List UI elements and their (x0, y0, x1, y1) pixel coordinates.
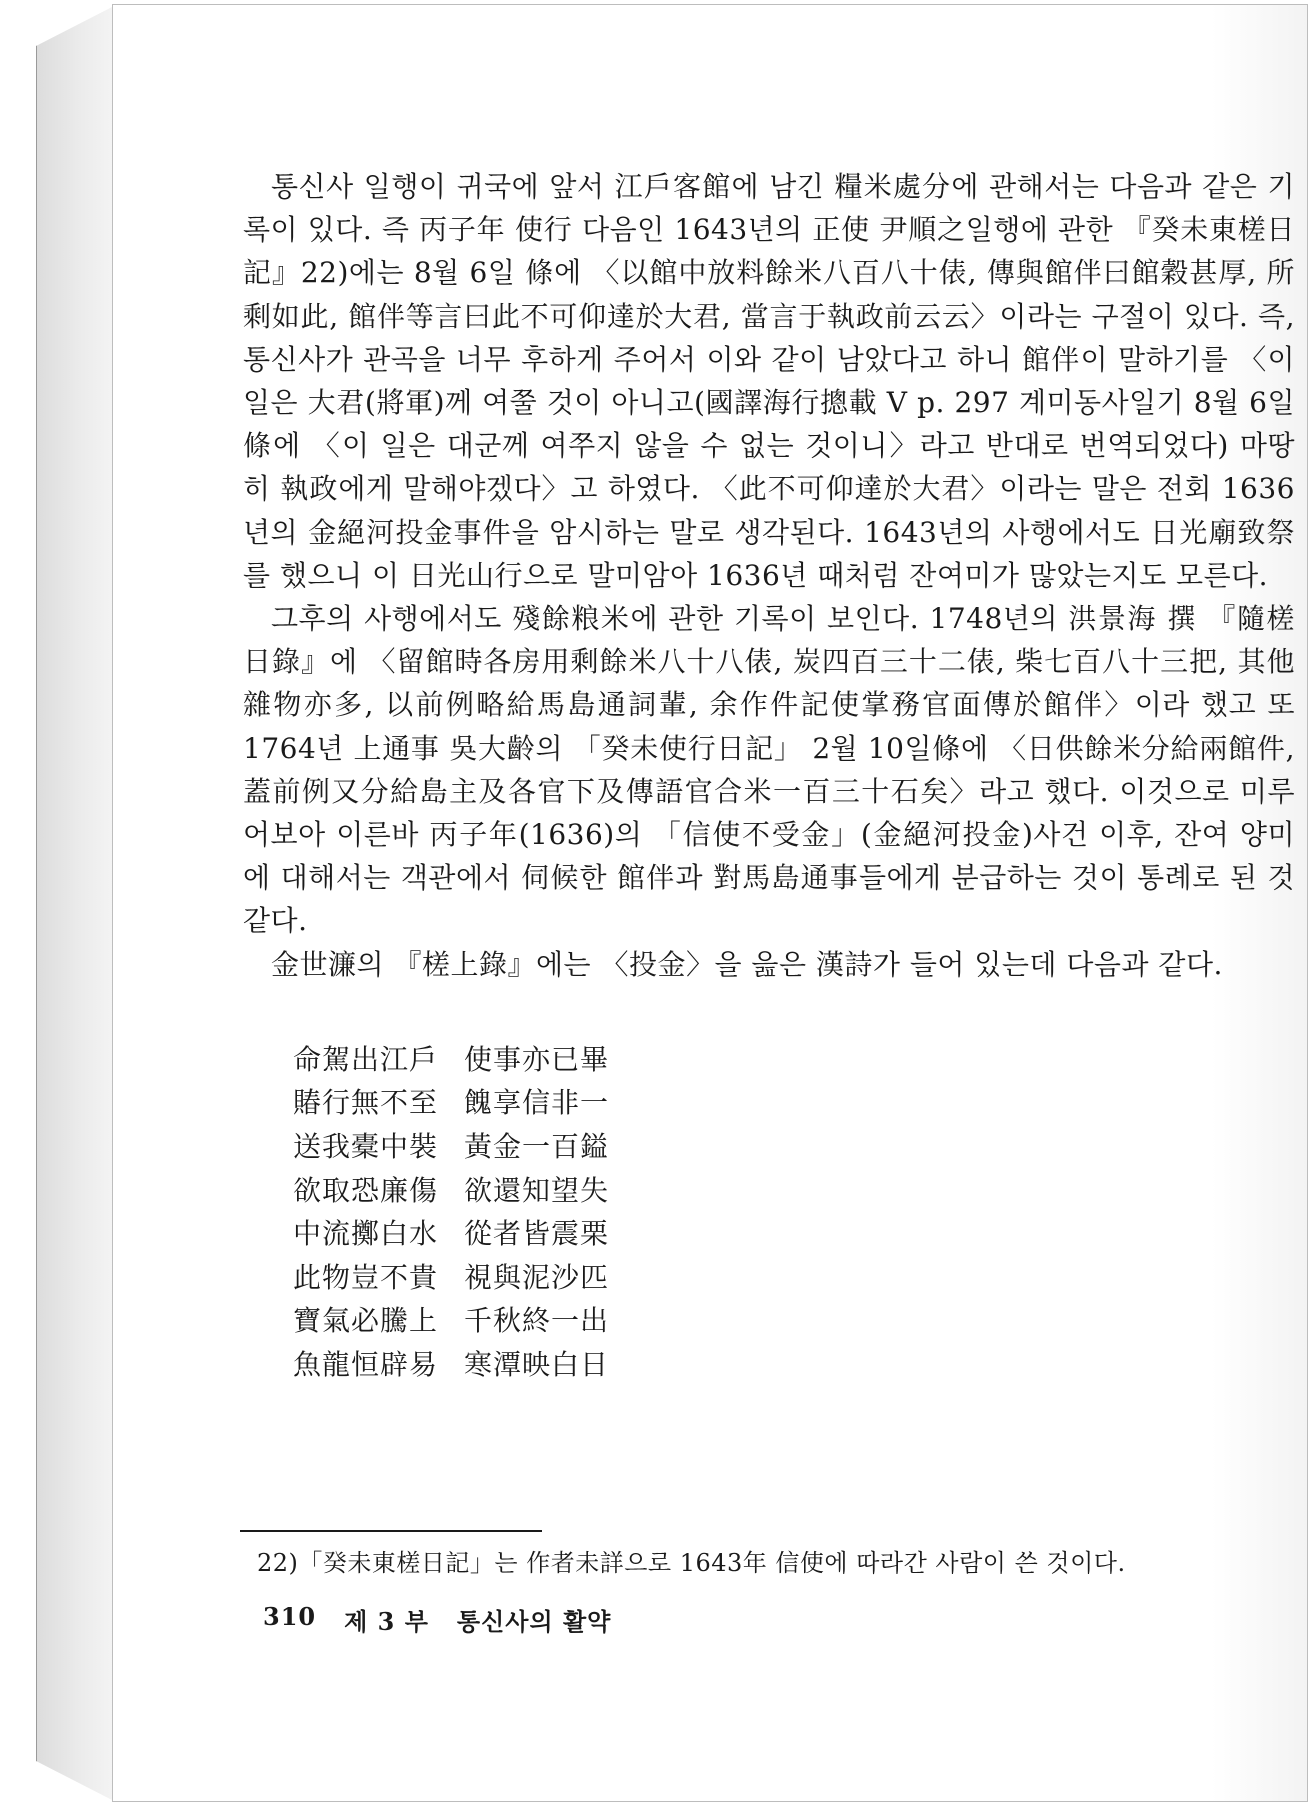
part-title: 통신사의 활약 (456, 1607, 612, 1636)
poem-line (293, 1256, 1295, 1300)
paragraph-1: 통신사 일행이 귀국에 앞서 江戶客館에 남긴 糧米處分에 관해서는 다음과 같은 기록이 있다. 즉 丙子年 使行 다음인 1643년의 正使 尹順之일행에 관한 『癸未東槎日記』22)에는 8월 6일 條에 〈以館中放料餘米八百八十俵, 傳與館伴曰館穀甚厚, 所剩如此, 館伴等言曰此不可仰達於大君, 當言于執政前云云〉이라는 구절이 있다. 즉, 통신사가 관곡을 너무 후하게 주어서 이와 같이 남았다고 하니 館伴이 말하기를 〈이 일은 大君(將軍)께 여쭐 것이 아니고(國譯海行摠載 Ⅴ p. 297 계미동사일기 8월 6일 條에 〈이 일은 대군께 여쭈지 않을 수 없는 것이니〉라고 반대로 번역되었다) 마땅히 執政에게 말해야겠다〉고 하였다. 〈此不可仰達於大君〉이라는 말은 전회 1636년의 金絕河投金事件을 암시하는 말로 생각된다. 1643년의 사행에서도 日光廟致祭를 했으니 이 日光山行으로 말미암아 1636년 때처럼 잔여미가 많았는지도 모른다. (243, 170, 1295, 592)
poem-line (293, 1212, 1295, 1256)
poem-verse-b: 從者皆震栗 (464, 1217, 610, 1251)
poem-verse-a: 中流擲白水 (293, 1217, 439, 1251)
poem-verse-a: 此物豈不貴 (293, 1260, 439, 1294)
paragraph-2: 그후의 사행에서도 殘餘粮米에 관한 기록이 보인다. 1748년의 洪景海 撰 『隨槎日錄』에 〈留館時各房用剩餘米八十八俵, 炭四百三十二俵, 柴七百八十三把, 其他雜物亦多, 以前例略給馬島通詞輩, 余作件記使掌務官面傳於館伴〉이라 했고 또 1764년 上通事 吳大齡의 「癸未使行日記」 2월 10일條에 〈日供餘米分給兩館件, 蓋前例又分給島主及各官下及傳語官合米一百三十石矣〉라고 했다. 이것으로 미루어보아 이른바 丙子年(1636)의 「信使不受金」(金絕河投金)사건 이후, 잔여 양미에 대해서는 객관에서 伺候한 館伴과 對馬島通事들에게 분급하는 것이 통례로 된 것 같다. (243, 602, 1295, 938)
book-spine (36, 6, 114, 1801)
poem-line (293, 1081, 1295, 1125)
page-footer (263, 1602, 611, 1637)
poem-verse-a: 欲取恐廉傷 (293, 1173, 439, 1207)
page-body (243, 165, 1295, 1387)
book-page (112, 4, 1308, 1802)
footnote: 22)「癸未東槎日記」는 作者未詳으로 1643年 信使에 따라간 사람이 쓴 것이다. (257, 1549, 1126, 1577)
poem-verse-a: 賰行無不至 (293, 1086, 439, 1120)
poem-verse-b: 黃金一百鎰 (464, 1130, 610, 1164)
poem-line (293, 1169, 1295, 1213)
paragraph-3: 金世濂의 『槎上錄』에는 〈投金〉을 읊은 漢詩가 들어 있는데 다음과 같다. (271, 947, 1223, 981)
poem-verse-a: 魚龍恒辟易 (293, 1348, 439, 1382)
poem-verse-a: 送我橐中裝 (293, 1130, 439, 1164)
poem-line (293, 1125, 1295, 1169)
poem-verse-a: 命駕出江戶 (293, 1042, 439, 1076)
poem (293, 1038, 1295, 1387)
poem-verse-b: 寒潭映白日 (464, 1348, 610, 1382)
poem-line (293, 1343, 1295, 1387)
poem-verse-b: 欲還知望失 (464, 1173, 610, 1207)
part-label: 제 3 부 (344, 1607, 429, 1636)
page-number: 310 (263, 1602, 317, 1631)
poem-verse-b: 使事亦已畢 (464, 1042, 610, 1076)
footnote-divider (240, 1530, 542, 1532)
poem-line (293, 1299, 1295, 1343)
poem-verse-b: 視與泥沙匹 (464, 1260, 610, 1294)
poem-verse-b: 餽享信非一 (464, 1086, 610, 1120)
poem-verse-a: 寶氣必騰上 (293, 1304, 439, 1338)
poem-verse-b: 千秋終一出 (464, 1304, 610, 1338)
poem-line (293, 1038, 1295, 1082)
